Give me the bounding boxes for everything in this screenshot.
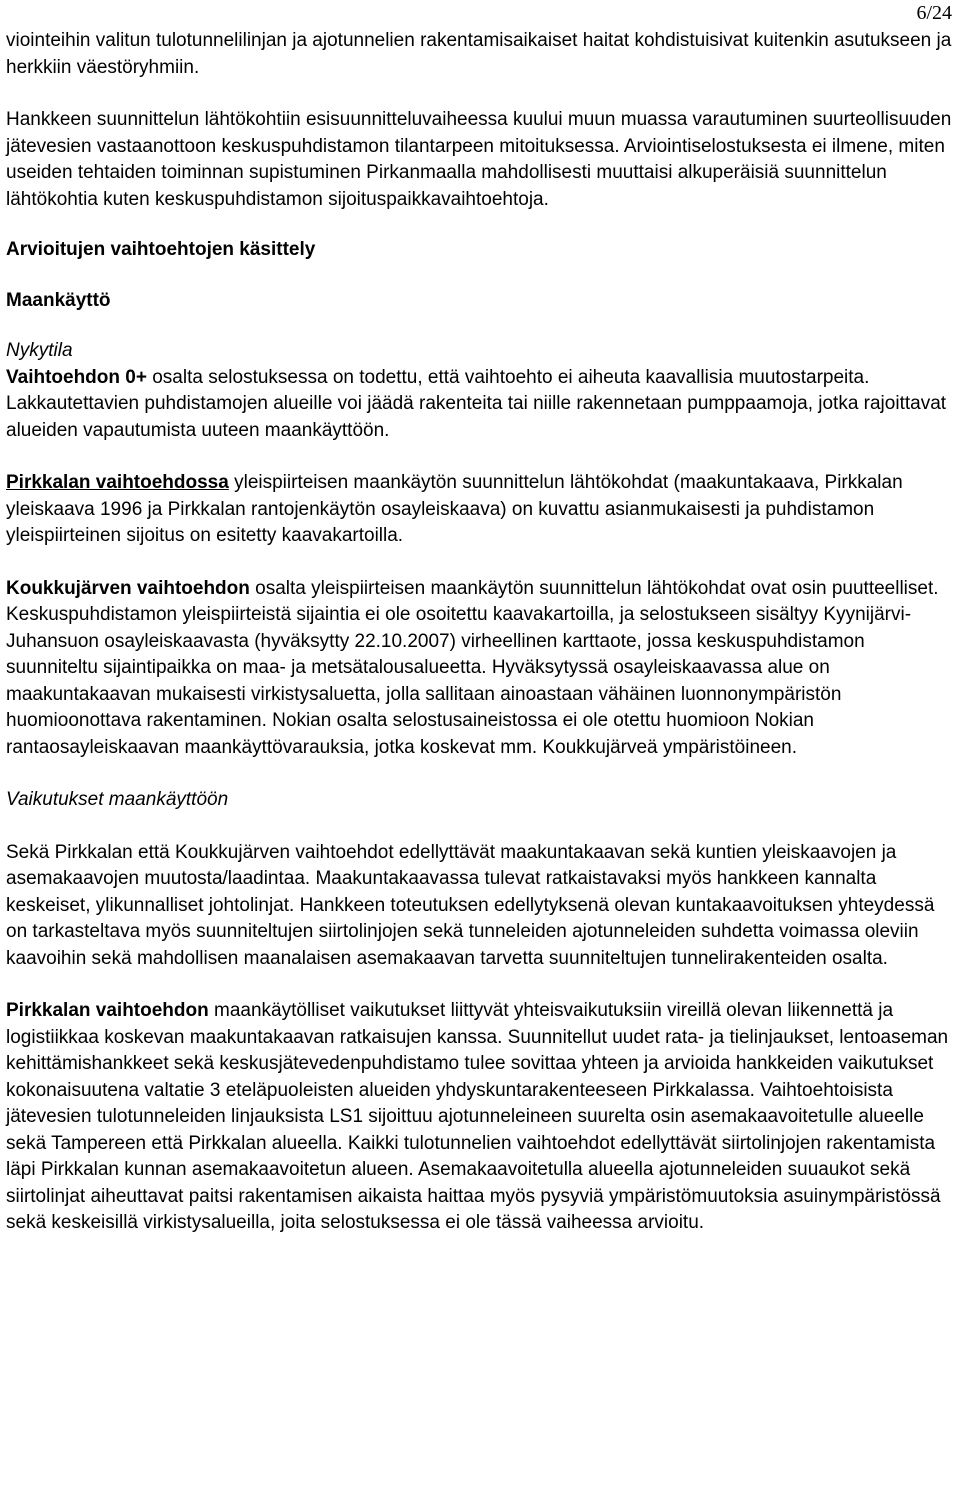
heading-land-use: Maankäyttö	[6, 289, 111, 311]
page-number: 6/24	[916, 2, 952, 24]
pirkkala-impacts-text: maankäytölliset vaikutukset liittyvät yhteisvaikutuksiin vireillä olevan liikennettä ja logistiikkaa koskevan maakuntakaavan ratkaisujen kanssa. Suunnitellut uudet rata- ja tielinjaukset, lentoaseman kehittämishankkeet sekä keskusjätevedenpuhdistamo tulee sovittaa yhteen ja arvioida hankkeiden vaikutukset kokonaisuutena valtatie 3 eteläpuoleisten alueiden yhdyskuntarakenteeseen Pirkkalassa. Vaihtoehtoisista jätevesien tulotunneleiden linjauksista LS1 sijoittuu ajotunneleineen suurelta osin asemakaavoitetulle alueelle sekä Tampereen että Pirkkalan alueella. Kaikki tulotunnelien vaihtoehdot edellyttävät siirtolinjojen rakentamista läpi Pirkkalan kunnan asemakaavoitetun alueen. Asemakaavoitetulla alueella ajotunneleiden suuaukot sekä siirtolinjat aiheuttavat paitsi rakentamisen aikaista haittaa myös pysyviä ympäristömuutoksia asuinympäristössä sekä keskeisillä virkistysalueilla, joita selostuksessa ei ole tässä vaiheessa arvioitu.	[6, 1000, 949, 1233]
option-0plus-text: osalta selostuksessa on todettu, että vaihtoehto ei aiheuta kaavallisia muutostarpeita. Lakkautettavien puhdistamojen alueille voi jäädä rakenteita tai niille rakennetaan pumppaamoja, jotka rajoittavat alueiden vapautumista uuteen maankäyttöön.	[6, 366, 947, 441]
subheading-current-state: Nykytila	[6, 340, 73, 361]
koukkujarvi-option-lead: Koukkujärven vaihtoehdon	[6, 577, 250, 599]
paragraph-intro-continuation: viointeihin valitun tulotunnelilinjan ja ajotunnelien rakentamisaikaiset haitat kohdistuisivat kuitenkin asutukseen ja herkkiin väestöryhmiin.	[6, 30, 952, 78]
heading-alternatives: Arvioitujen vaihtoehtojen käsittely	[6, 239, 316, 260]
paragraph-koukkujarvi-option	[6, 576, 952, 762]
document-body	[6, 28, 952, 1237]
paragraph-planning-basis: Hankkeen suunnittelun lähtökohtiin esisuunnitteluvaiheessa kuului muun muassa varautuminen suurteollisuuden jätevesien vastaanottoon keskuspuhdistamon tilantarpeen mitoituksessa. Arviointiselostuksesta ei ilmene, miten useiden tehtaiden toiminnan supistuminen Pirkanmaalla mahdollisesti muuttaisi alkuperäisiä suunnittelun lähtökohtia kuten keskuspuhdistamon sijoituspaikkavaihtoehtoja.	[6, 109, 952, 210]
koukkujarvi-option-text: osalta yleispiirteisen maankäytön suunnittelun lähtökohdat ovat osin puutteelliset. Keskuspuhdistamon yleispiirteistä sijaintia ei ole osoitettu kaavakartoilla, ja selostukseen sisältyy Kyynijärvi-Juhansuon osayleiskaavasta (hyväksytty 22.10.2007) virheellinen karttaote, jossa keskuspuhdistamon suunniteltu sijaintipaikka on maa- ja metsätalousalueetta. Hyväksytyssä osayleiskaavassa alue on maakuntakaavan mukaisesti virkistysaluetta, jolla sallitaan ainoastaan vähäinen luonnonympäristön huomioonottava rakentaminen. Nokian osalta selostusaineistossa ei ole otettu huomioon Nokian rantaosayleiskaavan maankäyttövarauksia, jotka koskevat mm. Koukkujärveä ympäristöineen.	[6, 577, 939, 758]
pirkkala-option-text: yleispiirteisen maankäytön suunnittelun lähtökohdat (maakuntakaava, Pirkkalan yleiskaava 1996 ja Pirkkalan rantojenkäytön osayleiskaava) on kuvattu asianmukaisesti ja puhdistamon yleispiirteinen sijoitus on esitetty kaavakartoilla.	[6, 472, 903, 546]
paragraph-pirkkala-impacts	[6, 998, 952, 1237]
option-0plus-lead: Vaihtoehdon 0+	[6, 366, 147, 388]
pirkkala-impacts-lead: Pirkkalan vaihtoehdon	[6, 1000, 209, 1021]
pirkkala-option-lead: Pirkkalan vaihtoehdossa	[6, 472, 229, 493]
paragraph-pirkkala-option	[6, 470, 952, 550]
paragraph-plan-changes: Sekä Pirkkalan että Koukkujärven vaihtoehdot edellyttävät maakuntakaavan sekä kuntien yleiskaavojen ja asemakaavojen muutosta/laadintaa. Maakuntakaavassa tulevat ratkaistavaksi myös hankkeen kannalta keskeiset, ylikunnalliset johtolinjat. Hankkeen toteutuksen edellytyksenä olevan kuntakaavoituksen yhteydessä on tarkasteltava myös suunniteltujen siirtolinjojen sekä tunneleiden ajotunneleiden suhdetta voimassa oleviin kaavoihin sekä mahdollisen maanalaisen asemakaavan tarvetta suunniteltujen tunnelirakenteiden osalta.	[6, 841, 935, 969]
paragraph-option-0plus	[6, 365, 952, 445]
subheading-land-use-impacts: Vaikutukset maankäyttöön	[6, 789, 229, 810]
